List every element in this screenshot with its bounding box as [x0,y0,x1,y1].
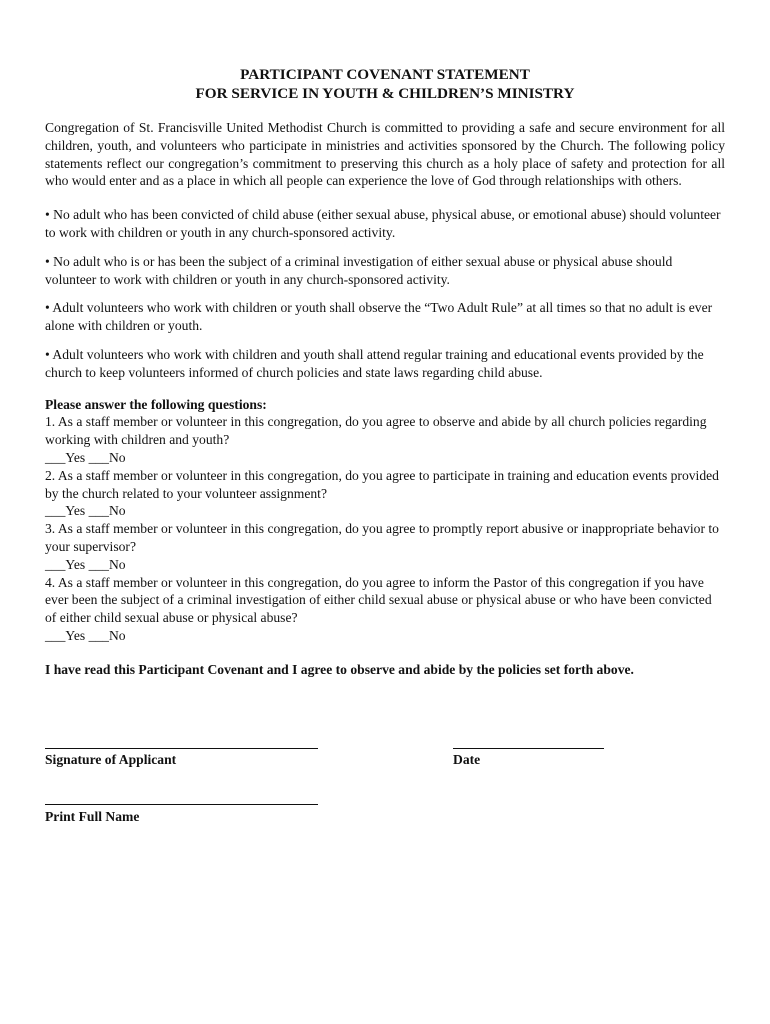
policy-bullet-4: • Adult volunteers who work with children and youth shall attend regular training and educational events provided by the church to keep volunteers informed of church policies and state laws regarding child abuse. [45,346,704,380]
print-name-label: Print Full Name [45,809,140,824]
policy-bullet-1: • No adult who has been convicted of child abuse (either sexual abuse, physical abuse, or emotional abuse) should volunteer to work with children or youth in any church-sponsored activity. [45,207,721,240]
policy-bullet-3: • Adult volunteers who work with children or youth shall observe the “Two Adult Rule” at all times so that no adult is ever alone with children or youth. [45,300,713,334]
date-line[interactable] [453,748,604,749]
title-line-2: FOR SERVICE IN YOUTH & CHILDREN’S MINISTRY [195,84,575,102]
questions-heading: Please answer the following questions: [45,396,267,412]
question-3: 3. As a staff member or volunteer in this congregation, do you agree to promptly report abusive or inappropriate behavior to your supervisor? [45,521,719,554]
signature-line[interactable] [45,748,318,749]
signature-label: Signature of Applicant [45,752,177,767]
answer-line-3[interactable]: ___Yes ___No [45,556,126,572]
question-2: 2. As a staff member or volunteer in this congregation, do you agree to participate in training and education events provided by the church related to your volunteer assignment? [45,467,719,501]
print-name-line[interactable] [45,804,318,805]
answer-line-4[interactable]: ___Yes ___No [45,627,126,643]
question-1: 1. As a staff member or volunteer in this congregation, do you agree to observe and abide by all church policies regarding working with children and youth? [45,414,707,448]
document-body [45,66,725,679]
agreement-statement: I have read this Participant Covenant and I agree to observe and abide by the policies set forth above. [45,661,634,677]
title-line-1: PARTICIPANT COVENANT STATEMENT [240,66,530,83]
answer-line-2[interactable]: ___Yes ___No [45,503,126,519]
answer-line-1[interactable]: ___Yes ___No [45,449,126,465]
question-4: 4. As a staff member or volunteer in this congregation, do you agree to inform the Pastor of this congregation if you have ever been the subject of a criminal investigation of either child sexual abuse or physical abuse or who have been convicted of either child sexual abuse or physical abuse? [45,574,712,626]
policy-bullet-2: • No adult who is or has been the subject of a criminal investigation of either sexual abuse or physical abuse should volunteer to work with children or youth in any church-sponsored activity. [45,253,673,287]
intro-paragraph: Congregation of St. Francisville United Methodist Church is committed to providing a safe and secure environment for all children, youth, and volunteers who participate in ministries and activities sponsored by the Church. The following policy statements reflect our congregation’s commitment to preserving this church as a holy place of safety and protection for all who would enter and as a place in which all people can experience the love of God through relationships with others. [45,120,725,189]
document-title [45,66,725,103]
date-label: Date [453,752,481,767]
